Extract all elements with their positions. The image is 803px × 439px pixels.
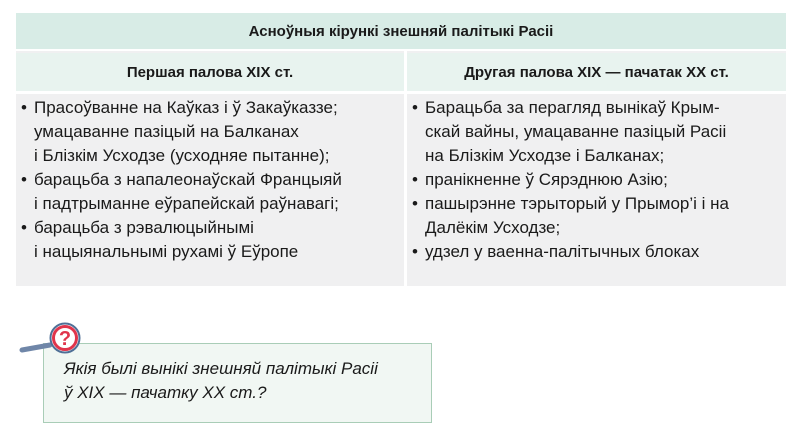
table-title: Асноўныя кірункі знешняй палітыкі Расіі: [16, 13, 786, 51]
list-item: [20, 168, 400, 216]
row-divider: [16, 91, 786, 94]
question-line: Якія былі вынікі знешняй палітыкі Расіі: [64, 359, 378, 378]
question-line: ў XIX — пачатку XX ст.?: [64, 383, 267, 402]
bullet-icon: •: [21, 218, 27, 237]
list-item: [20, 216, 400, 264]
item-line: Барацьба за перагляд вынікаў Крым-: [425, 98, 720, 117]
bullet-icon: •: [21, 170, 27, 189]
magnifier-question-icon: [18, 321, 84, 359]
magnifier-handle: [22, 345, 50, 350]
list-item: [411, 168, 783, 192]
item-line: Прасоўванне на Каўказ і ў Закаўказзе;: [34, 98, 338, 117]
bullet-icon: •: [412, 194, 418, 213]
column-body-second-half: [411, 96, 783, 264]
item-line: умацаванне пазіцый на Балканах: [34, 122, 299, 141]
item-line: скай вайны, умацаванне пазіцый Расіі: [425, 122, 727, 141]
bullet-icon: •: [412, 242, 418, 261]
item-line: на Блізкім Усходзе і Балканах;: [425, 146, 665, 165]
column-body-first-half: [20, 96, 400, 264]
item-line: удзел у ваенна-палітычных блоках: [425, 242, 700, 261]
list-item: [411, 240, 783, 264]
item-line: і Блізкім Усходзе (усходняе пытанне);: [34, 146, 330, 165]
directions-table: [16, 13, 786, 286]
column-divider: [404, 51, 407, 286]
item-list: [411, 96, 783, 264]
item-list: [20, 96, 400, 264]
item-line: і нацыянальнымі рухамі ў Еўропе: [34, 242, 299, 261]
item-line: барацьба з напалеонаўскай Францыяй: [34, 170, 342, 189]
question-box: [43, 343, 432, 423]
column-header-second-half: Другая палова XIX — пачатак XX ст.: [407, 53, 786, 91]
question-mark: ?: [58, 328, 72, 350]
item-line: барацьба з рэвалюцыйнымі: [34, 218, 254, 237]
list-item: [411, 96, 783, 168]
item-line: пранікненне ў Сярэднюю Азію;: [425, 170, 668, 189]
column-header-first-half: Першая палова XIX ст.: [16, 53, 404, 91]
question-text: [64, 357, 378, 405]
bullet-icon: •: [21, 98, 27, 117]
item-line: Далёкім Усходзе;: [425, 218, 561, 237]
item-line: і падтрыманне еўрапейскай раўнавагі;: [34, 194, 339, 213]
list-item: [411, 192, 783, 240]
bullet-icon: •: [412, 98, 418, 117]
item-line: пашырэнне тэрыторый у Прымор’і і на: [425, 194, 730, 213]
bullet-icon: •: [412, 170, 418, 189]
list-item: [20, 96, 400, 168]
